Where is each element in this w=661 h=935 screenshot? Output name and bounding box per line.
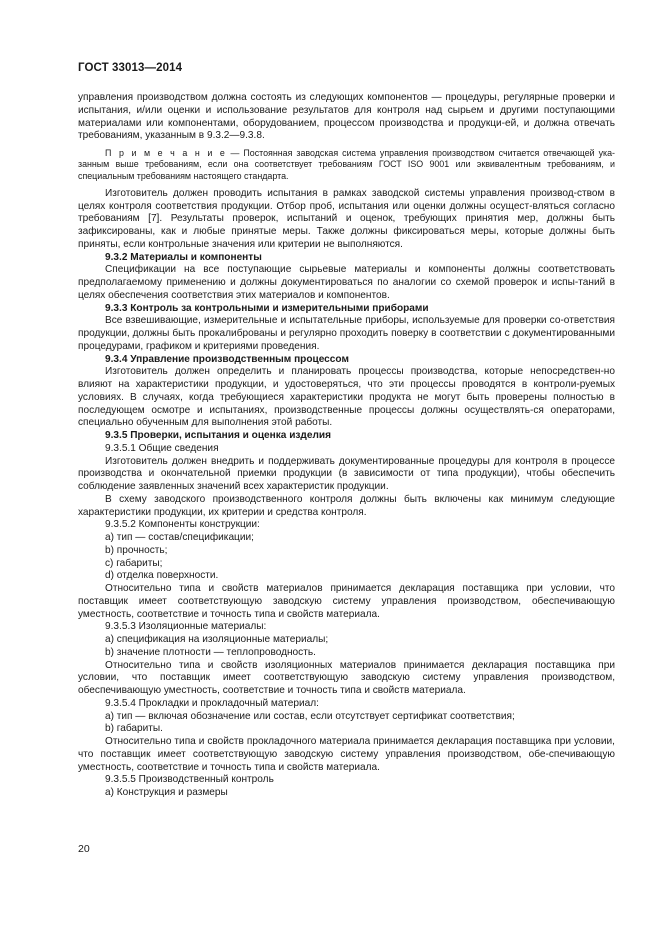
subsection-heading-9-3-5-5: 9.3.5.5 Производственный контроль bbox=[105, 774, 274, 786]
list-item: а) спецификация на изоляционные материалы; bbox=[105, 634, 329, 646]
subsection-heading-9-3-5-4: 9.3.5.4 Прокладки и прокладочный материал: bbox=[105, 697, 319, 709]
note-text: — Постоянная заводская система управления производством считается отвечающей ука-занным выше требованиям, если она соответствует требованиям ГОСТ ISO 9001 или эквивалентным требованиям, и специальным требованиям настоящего стандарта. bbox=[78, 148, 616, 181]
section-heading-9-3-4: 9.3.4 Управление производственным процессом bbox=[105, 353, 349, 365]
list-item: а) Конструкция и размеры bbox=[105, 787, 228, 799]
paragraph: Все взвешивающие, измерительные и испытательные приборы, используемые для проверки со-ответствия продукции, должны быть прокалиброваны и регулярно проходить поверку в соответствии с документированными процедурами, графиком и критериями проведения. bbox=[78, 315, 615, 352]
subsection-heading-9-3-5-2: 9.3.5.2 Компоненты конструкции: bbox=[105, 519, 260, 531]
paragraph: Относительно типа и свойств прокладочного материала принимается декларация поставщика при условии, что поставщик имеет соответствующую заводскую систему управления производством, обе-спечивающую уместность, соответствие и точность типа и свойств материала. bbox=[78, 736, 615, 773]
section-heading-9-3-5: 9.3.5 Проверки, испытания и оценка изделия bbox=[105, 430, 331, 442]
paragraph: Спецификации на все поступающие сырьевые материалы и компоненты должны соответствовать предполагаемому применению и должны документироваться по аналогии со схемой проверок и испы-таний в целях обеспечения соответствия этих материалов и компонентов. bbox=[78, 264, 615, 301]
list-item: d) отделка поверхности. bbox=[105, 570, 219, 582]
list-item: b) прочность; bbox=[105, 544, 168, 556]
list-item: а) тип — включая обозначение или состав, если отсутствует сертификат соответствия; bbox=[105, 710, 515, 722]
section-heading-9-3-2: 9.3.2 Материалы и компоненты bbox=[105, 251, 262, 263]
page-number: 20 bbox=[78, 843, 90, 855]
subsection-heading-9-3-5-3: 9.3.5.3 Изоляционные материалы: bbox=[105, 621, 267, 633]
document-header: ГОСТ 33013—2014 bbox=[78, 62, 183, 74]
section-heading-9-3-3: 9.3.3 Контроль за контрольными и измерительными приборами bbox=[105, 302, 429, 314]
list-item: b) габариты. bbox=[105, 723, 163, 735]
paragraph: управления производством должна состоять из следующих компонентов — процедуры, регулярные проверки и испытания, и/или оценки и использование результатов для контроля над сырьем и другими поступающими материалами или компонентами, оборудованием, процессом производства и продукци-ей, и должна отвечать требованиям, указанным в 9.3.2—9.3.8. bbox=[78, 92, 615, 142]
list-item: а) тип — состав/спецификации; bbox=[105, 532, 254, 544]
paragraph: Изготовитель должен проводить испытания в рамках заводской системы управления производ-ством в целях контроля соответствия продукции. Отбор проб, испытания или оценки должны осущест-вляться согласно требованиям [7]. Результаты проверок, испытаний и оценок, требующих принятия мер, должны быть зафиксированы, как и любые принятые меры. Также должны фиксироваться меры, которые должны быть приняты, если контрольные значения или критерии не выполняются. bbox=[78, 187, 615, 250]
note bbox=[78, 148, 615, 182]
list-item: с) габариты; bbox=[105, 557, 163, 569]
paragraph: Изготовитель должен внедрить и поддерживать документированные процедуры для контроля в процессе производства и окончательной приемки продукции (в зависимости от типа продукции), чтобы обеспечить соблюдение заявленных значений всех характеристик продукции. bbox=[78, 455, 615, 493]
subsection-heading-9-3-5-1: 9.3.5.1 Общие сведения bbox=[105, 442, 219, 454]
list-item: b) значение плотности — теплопроводность. bbox=[105, 646, 316, 658]
page-body bbox=[78, 92, 615, 800]
paragraph: Относительно типа и свойств материалов принимается декларация поставщика при условии, что поставщик имеет соответствующую заводскую систему управления производством, обеспечивающую уместность, соответствие и точность типа и свойств материала. bbox=[78, 583, 615, 620]
paragraph: Изготовитель должен определить и планировать процессы производства, которые непосредствен-но влияют на характеристики продукции, и удостоверяться, что эти процессы проводятся в контроли-руемых условиях. В случаях, когда требующиеся характеристики продукта не могут быть проверены полностью в последующем осмотре и испытаниях, производственные процессы должны осуществлять-ся операторами, специально обученным для выполнения этой работы. bbox=[78, 366, 615, 429]
note-label: П р и м е ч а н и е bbox=[105, 148, 227, 158]
paragraph: Относительно типа и свойств изоляционных материалов принимается декларация поставщика при условии, что поставщик имеет соответствующую заводскую систему управления производством, обеспечивающую уместность, соответствие и точность типа и свойств материала. bbox=[78, 659, 615, 697]
paragraph: В схему заводского производственного контроля должны быть включены как минимум следующие характеристики продукции, их критерии и средства контроля. bbox=[78, 493, 615, 518]
